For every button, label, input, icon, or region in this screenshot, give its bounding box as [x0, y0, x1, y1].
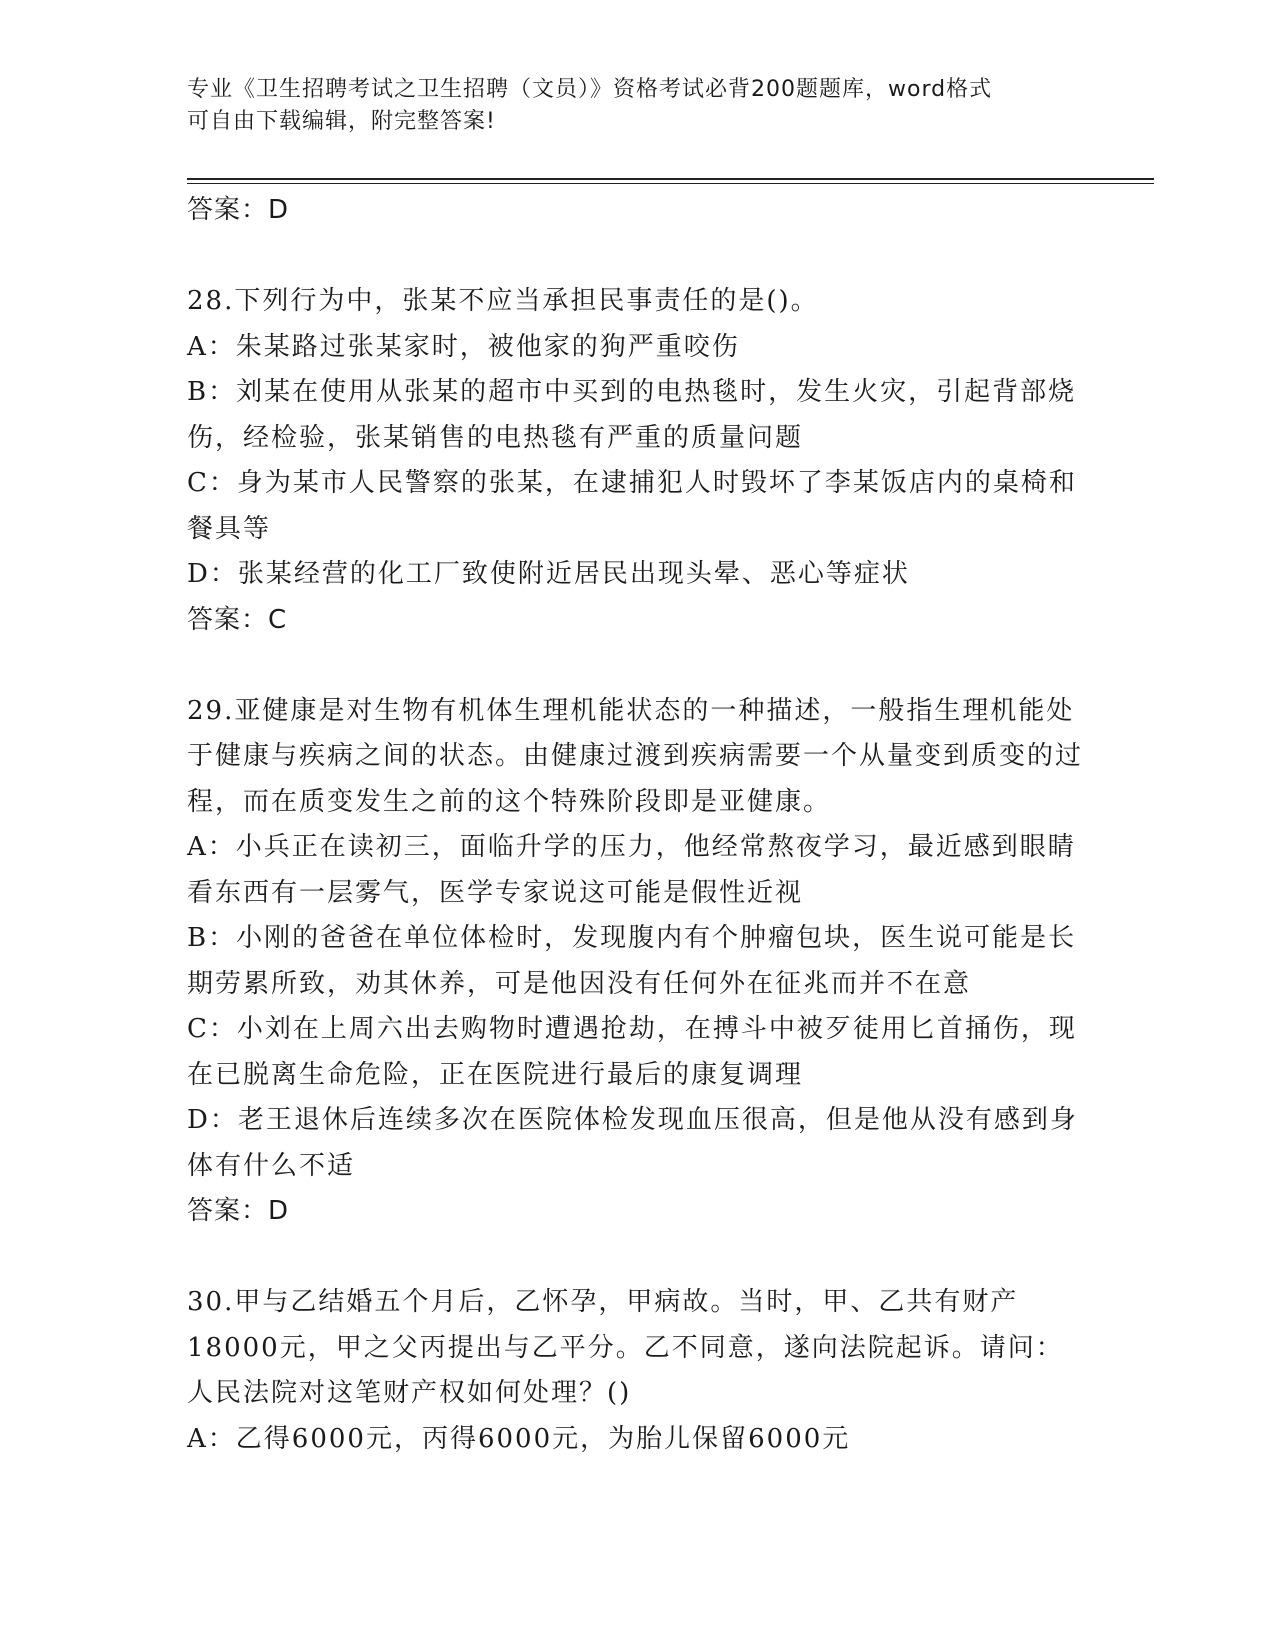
header-line-1: 专业《卫生招聘考试之卫生招聘（文员）》资格考试必背200题题库，word格式 [187, 77, 993, 102]
option-b: B：小刚的爸爸在单位体检时，发现腹内有个肿瘤包块，医生说可能是长期劳累所致，劝其休养，可是他因没有任何外在征兆而并不在意 [187, 923, 1077, 999]
option-d: D：老王退休后连续多次在医院体检发现血压很高，但是他从没有感到身体有什么不适 [187, 1105, 1078, 1181]
option-c: C：小刘在上周六出去购物时遭遇抢劫，在搏斗中被歹徒用匕首捅伤，现在已脱离生命危险，正在医院进行最后的康复调理 [187, 1014, 1077, 1090]
previous-answer: 答案：D [187, 195, 290, 225]
option-b: B：刘某在使用从张某的超市中买到的电热毯时，发生火灾，引起背部烧伤，经检验，张某销售的电热毯有严重的质量问题 [187, 377, 1077, 453]
option-d: D：张某经营的化工厂致使附近居民出现头晕、恶心等症状 [187, 559, 910, 589]
question-stem: 30.甲与乙结婚五个月后，乙怀孕，甲病故。当时，甲、乙共有财产18000元，甲之父丙提出与乙平分。乙不同意，遂向法院起诉。请问：人民法院对这笔财产权如何处理？() [187, 1287, 1064, 1408]
question-30 [187, 1280, 1087, 1462]
option-a: A：小兵正在读初三，面临升学的压力，他经常熬夜学习，最近感到眼睛看东西有一层雾气，医学专家说这可能是假性近视 [187, 832, 1076, 908]
option-a: A：乙得6000元，丙得6000元，为胎儿保留6000元 [187, 1423, 851, 1454]
header-rule-thin [187, 183, 1154, 184]
question-29 [187, 689, 1087, 1235]
answer: 答案：C [187, 604, 288, 635]
document-body [187, 188, 1087, 1462]
header-rule-thick [187, 178, 1154, 180]
option-a: A：朱某路过张某家时，被他家的狗严重咬伤 [187, 331, 740, 362]
question-28 [187, 279, 1087, 643]
answer: 答案：D [187, 1196, 290, 1226]
question-stem: 29.亚健康是对生物有机体生理机能状态的一种描述，一般指生理机能处于健康与疾病之间的状态。由健康过渡到疾病需要一个从量变到质变的过程，而在质变发生之前的这个特殊阶段即是亚健康。 [187, 695, 1084, 817]
option-c: C：身为某市人民警察的张某，在逮捕犯人时毁坏了李某饭店内的桌椅和餐具等 [187, 468, 1077, 544]
question-stem: 28.下列行为中，张某不应当承担民事责任的是()。 [187, 286, 819, 316]
header-line-2: 可自由下载编辑，附完整答案! [187, 109, 496, 134]
document-header [187, 74, 1087, 138]
